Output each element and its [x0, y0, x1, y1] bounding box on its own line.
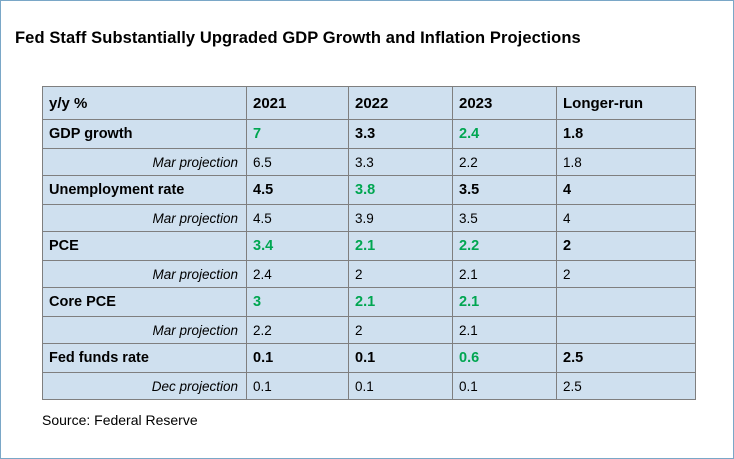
row-label-projection: Mar projection	[43, 317, 247, 344]
table-cell: 4	[557, 176, 696, 205]
row-label-projection: Mar projection	[43, 149, 247, 176]
table-cell: 6.5	[247, 149, 349, 176]
table-header-row	[43, 87, 696, 120]
table-cell: 2.5	[557, 344, 696, 373]
table-cell: 2.2	[453, 232, 557, 261]
table-row	[43, 120, 696, 149]
row-label-projection: Dec projection	[43, 373, 247, 400]
source-note: Source: Federal Reserve	[42, 412, 198, 428]
table-cell: 3.9	[349, 205, 453, 232]
row-label-metric: PCE	[43, 232, 247, 261]
row-label-projection: Mar projection	[43, 261, 247, 288]
table-cell: 0.6	[453, 344, 557, 373]
row-label-metric: Core PCE	[43, 288, 247, 317]
table-cell: 0.1	[349, 373, 453, 400]
row-label-metric: Fed funds rate	[43, 344, 247, 373]
table-cell: 2.2	[453, 149, 557, 176]
table-cell: 3.5	[453, 205, 557, 232]
table-cell: 4.5	[247, 205, 349, 232]
page-title: Fed Staff Substantially Upgraded GDP Growth and Inflation Projections	[15, 29, 581, 47]
table-cell: 2	[349, 261, 453, 288]
row-label-metric: GDP growth	[43, 120, 247, 149]
table-cell: 4	[557, 205, 696, 232]
table-cell: 2.1	[453, 288, 557, 317]
table-cell: 3	[247, 288, 349, 317]
table-row	[43, 288, 696, 317]
table-cell: 0.1	[453, 373, 557, 400]
table-cell: 7	[247, 120, 349, 149]
table-row	[43, 176, 696, 205]
projections-table	[42, 86, 696, 400]
table-cell	[557, 317, 696, 344]
table-cell: 0.1	[247, 373, 349, 400]
column-header-metric: y/y %	[43, 87, 247, 120]
table-cell: 2	[349, 317, 453, 344]
row-label-metric: Unemployment rate	[43, 176, 247, 205]
table-row	[43, 232, 696, 261]
table-row	[43, 149, 696, 176]
table-cell: 3.3	[349, 149, 453, 176]
table-cell: 2.1	[349, 232, 453, 261]
column-header-2023: 2023	[453, 87, 557, 120]
table-cell: 0.1	[247, 344, 349, 373]
table-cell: 2.4	[247, 261, 349, 288]
table-row	[43, 261, 696, 288]
table-cell: 4.5	[247, 176, 349, 205]
table-cell: 3.3	[349, 120, 453, 149]
table-cell: 3.8	[349, 176, 453, 205]
row-label-projection: Mar projection	[43, 205, 247, 232]
table-cell: 2.5	[557, 373, 696, 400]
table-row	[43, 344, 696, 373]
table-cell: 2.4	[453, 120, 557, 149]
column-header-2021: 2021	[247, 87, 349, 120]
table-cell: 2.1	[453, 317, 557, 344]
table-cell: 1.8	[557, 120, 696, 149]
table-body	[43, 120, 696, 400]
table-cell: 2.1	[453, 261, 557, 288]
table-cell	[557, 288, 696, 317]
table-cell: 3.5	[453, 176, 557, 205]
table-cell: 2	[557, 261, 696, 288]
table-cell: 2	[557, 232, 696, 261]
table-row	[43, 373, 696, 400]
table-cell: 3.4	[247, 232, 349, 261]
projections-table-wrapper	[42, 86, 695, 400]
table-row	[43, 205, 696, 232]
table-cell: 1.8	[557, 149, 696, 176]
table-cell: 2.2	[247, 317, 349, 344]
table-cell: 0.1	[349, 344, 453, 373]
table-row	[43, 317, 696, 344]
table-cell: 2.1	[349, 288, 453, 317]
column-header-2022: 2022	[349, 87, 453, 120]
column-header-longer-run: Longer-run	[557, 87, 696, 120]
